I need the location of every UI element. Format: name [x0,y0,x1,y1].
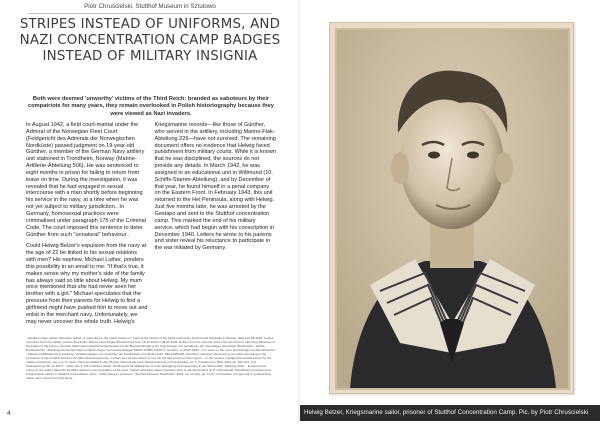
footnotes: - Günther's fate, unless otherwise stated, is presented in the article based on: Copy of the verdict of the Field court at the North Coast Admiralty in Norway, dated 14.08.1942, Copies of notices from the military prisons Bornholm, Bremen and Torgau-Bruckenkopf from 18.10.1942 to 08.04.1943, Entries from the records of the German Post for informing Relatives of the Fallen of the Former German Wehrmacht (Deutsche Dienststelle für die Benachrichtigung der Angehörigen von Gefallenen der ehemaligen deutschen Wehrmacht - WASt), Bundesarchiv - Abteilung Deutsches Reich in Berlin Tegel, Personalunterlagen PERS 1/3859 S/1/85.1, Günther, d. 08.05.1943. - For more on the court proceedings see Bundesarchiv - Abteilung Militärarchiv in Freiburg, Verfahrensakten von Gerichten der Reichswehr und Wehrmacht, RM 123/Rw66. Günther's surname shortened to an initial, according to the provisions of the Federal Archives Act (Bundesarchivgesetz), in effect and as permission to use the full name had not been given. - In the context of judgments handed down by the military jurisdiction, see e.g. G. Grau, Homosexualität in der NS-Zeit. Dokumente einer Diskriminierung und Verfolgung, ed. 2, Frankfurt am Main 2011, pp. 200-241; K.D. Spangenberg, Wo ist Fritz? - Opfer des § 175 im Dritten Reich. Ein Beispiel für Militärjustiz und die Verfolgung Homosexueller in der Wehrmacht, Marburg 2014. - Email from M. Luther to the author dated 31.10.2023 (author's own translation of the text). Unless otherwise stated, Helwig's story is narrated based on P. Chruścielski, Disciplinary punishment of Kriegsmarine sailors in Stutthof concentration camp - SAW category prisoners, "Stutthof Museum Notebooks" 2024, no. 13 (22), pp. 13-47. Information of a general or synthesising nature also comes from this study. [26,336,276,381]
body-paragraph-2: Could Helwig Belzer's expulsion from the navy at the age of 22 be linked to his sexual relations with men? His nephew, Michael Luther, ponders this possibility in an email to me: "If that's true, it makes sense why my mother's side of the family has always said so little about Helwig. My mum once mentioned that she had never seen her brother with a girl." Michael speculates that the pressure from their parents for Helwig to find a girlfriend might have pushed him to move out and enlist in the merchant navy. Unfortunately, we may never uncover the whole truth. Helwig's Kriegsmarine records—like those of Günther, who served in the artillery, including Marine-Flak-Abteilung 226—have not survived. The remaining document offers no evidence that Helwig faced punishment from military courts. While it is known that he was disciplined, the sources do not provide any details. In March 1942, he was assigned to an educational unit in Wittmund (10. Schiffs-Stamm-Abteilung), and by December of that year, he found himself in a penal company on the Eastern Front. In February 1943, this unit returned to the Hel Peninsula, along with Helwig. Just five months later, he was arrested by the Gestapo and sent to the Stutthof concentration camp. This marked the end of his military service, which had begun with his conscription in December 1940. Letters he wrote to his parents and sister reveal his reluctance to participate in the war initiated by Germany. [26,122,276,325]
page-number: 4 [7,410,11,417]
body-paragraph-1: In August 1942, a field court-martial under the Admiral of the Norwegian Fleet Court (Feldgericht des Admirals der Norwegischen Nordküste) passed judgment on 19-year-old Günther, a member of the German Navy artillery unit stationed in Trondheim, Norway (Marine-Artillerie-Abteilung 506). He was sentenced to eight months in prison for failing to return from leave on time. During the investigation, it was revealed that he had engaged in sexual intercourse with a man shortly before beginning his service in the navy, at a time when he was not yet subject to military jurisdiction.. In Germany, homosexual practices were criminalised under paragraph 175 of the Criminal Code. The court imposed this sentence to deter Günther from such "unnatural" behaviour.. [26,122,146,238]
article-body [26,122,276,330]
portrait-photo [329,22,574,394]
photo-caption: Helwig Belzer, Kriegsmarine sailor, prisoner of Stutthof Concentration Camp. Pic. by Piotr Chruścielski [304,409,589,416]
right-page [300,0,600,424]
running-head: Piotr Chruścielski, Stutthof Museum in Sztutowo [84,3,216,10]
sailor-portrait-illustration [330,23,575,395]
article-lead: Both were deemed 'unworthy' victims of the Third Reich: branded as saboteurs by their compatriots for many years, they remain overlooked in Polish historiography because they were viewed as Nazi invaders. [28,96,274,117]
header-rule [28,13,272,14]
caption-bar [300,405,600,421]
article-title: STRIPES INSTEAD OF UNIFORMS, AND NAZI CONCENTRATION CAMP BADGES INSTEAD OF MILITARY INSIGNIA [19,17,281,64]
